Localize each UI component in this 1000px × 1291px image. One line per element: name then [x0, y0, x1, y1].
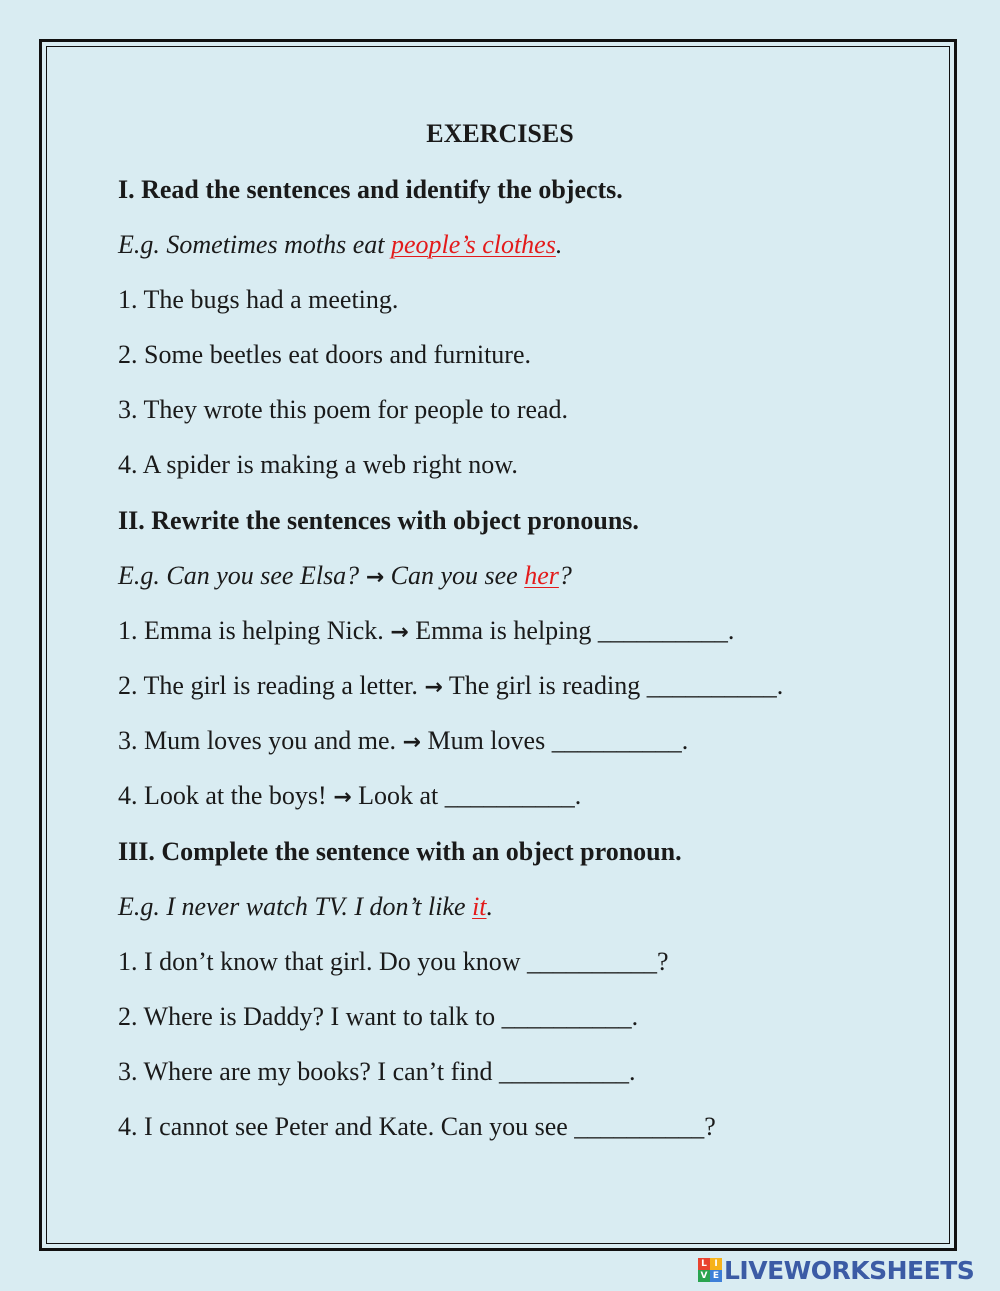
worksheet-title: EXERCISES [426, 119, 574, 148]
item-sentence: 1. Emma is helping Nick. [118, 616, 391, 645]
item-sentence: 4. Look at the boys! [118, 781, 334, 810]
section-1-heading: I. Read the sentences and identify the objects. [118, 175, 623, 204]
section-3-item-4: 4. I cannot see Peter and Kate. Can you see __________? [118, 1112, 716, 1141]
example-answer: people’s clothes [390, 230, 556, 259]
section-1-item-4: 4. A spider is making a web right now. [118, 450, 518, 479]
example-punctuation: . [555, 230, 563, 259]
example-question: E.g. Can you see Elsa? [118, 561, 366, 590]
section-3-item-3: 3. Where are my books? I can’t find __________. [118, 1057, 636, 1086]
example-answer: her [524, 561, 559, 590]
section-3-item-2: 2. Where is Daddy? I want to talk to __________. [118, 1002, 639, 1031]
example-text: E.g. I never watch TV. I don’t like [118, 892, 473, 921]
logo-mark-letter: I [710, 1258, 722, 1270]
example-punctuation: . [486, 892, 494, 921]
item-rewrite: The girl is reading __________. [442, 671, 784, 700]
example-punctuation: ? [558, 561, 572, 590]
arrow-right-icon: → [424, 675, 443, 700]
arrow-right-icon: → [333, 785, 352, 810]
item-rewrite: Look at __________. [351, 781, 582, 810]
section-3-example [118, 892, 493, 922]
section-2-item-3 [118, 726, 688, 758]
section-1-item-3: 3. They wrote this poem for people to read. [118, 395, 569, 424]
section-2-example [118, 561, 572, 593]
example-answer: it [472, 892, 487, 921]
section-2-heading: II. Rewrite the sentences with object pronouns. [118, 506, 639, 535]
item-sentence: 2. The girl is reading a letter. [118, 671, 425, 700]
example-text: Can you see [384, 561, 525, 590]
arrow-right-icon: → [390, 620, 409, 645]
logo-mark-letter: V [698, 1270, 710, 1282]
logo-mark-letter: E [710, 1270, 722, 1282]
logo-mark-icon [698, 1258, 722, 1282]
item-rewrite: Mum loves __________. [420, 726, 689, 755]
section-2-item-1 [118, 616, 734, 648]
section-2-item-4 [118, 781, 581, 813]
section-3-heading: III. Complete the sentence with an object pronoun. [118, 837, 682, 866]
item-sentence: 3. Mum loves you and me. [118, 726, 403, 755]
logo-text: LIVEWORKSHEETS [724, 1255, 975, 1285]
item-rewrite: Emma is helping __________. [408, 616, 735, 645]
section-2-item-2 [118, 671, 783, 703]
liveworksheets-logo [698, 1256, 974, 1284]
logo-mark-letter: L [698, 1258, 710, 1270]
arrow-right-icon: → [402, 730, 421, 755]
arrow-right-icon: → [365, 565, 385, 590]
example-text: E.g. Sometimes moths eat [118, 230, 391, 259]
section-1-item-2: 2. Some beetles eat doors and furniture. [118, 340, 531, 369]
section-1-item-1: 1. The bugs had a meeting. [118, 285, 399, 314]
section-3-item-1: 1. I don’t know that girl. Do you know __________? [118, 947, 669, 976]
section-1-example [118, 230, 562, 260]
